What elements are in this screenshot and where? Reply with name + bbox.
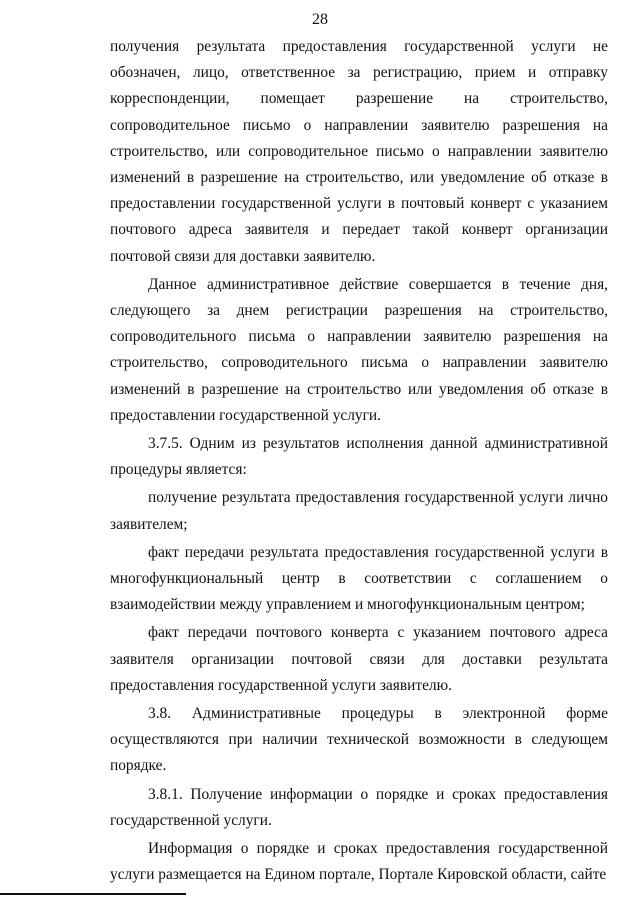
paragraph-timing: Данное административное действие совершается в течение дня, следующего за днем регистрации разрешения на строительство, сопроводительного письма о направлении заявителю разрешения на строительство, сопроводительного письма о направлении заявителю изменений в разрешение на строительство или уведомления об отказе в предоставлении государственной услуги. [110,275,608,424]
paragraph-information: Информация о порядке и сроках предоставления государственной услуги размещается на Едином портале, Портале Кировской области, сайте [110,840,608,884]
paragraph-result-mfc: факт передачи результата предоставления государственной услуги в многофункциональный центр в соответствии с соглашением о взаимодействии между управлением и многофункциональным центром; [110,543,608,614]
paragraph-3-8: 3.8. Административные процедуры в электронной форме осуществляются при наличии технической возможности в следующем порядке. [110,705,608,775]
paragraph-3-7-5: 3.7.5. Одним из результатов исполнения данной административной процедуры является: [110,435,608,479]
paragraph-continuation: получения результата предоставления государственной услуги не обозначен, лицо, ответственное за регистрацию, прием и отправку корреспонденции, помещает разрешение на строительство, сопроводительное письмо о направлении заявителю разрешения на строительство, или сопроводительное письмо о направлении заявителю изменений в разрешение на строительство, или уведомление об отказе в предоставлении государственной услуги в почтовый конверт с указанием почтового адреса заявителя и передает такой конверт организации почтовой связи для доставки заявителю. [110,38,608,265]
paragraph-result-postal: факт передачи почтового конверта с указанием почтового адреса заявителя организации почтовой связи для доставки результата предоставления государственной услуги заявителю. [110,624,608,694]
document-body [110,34,608,889]
paragraph-result-personal: получение результата предоставления государственной услуги лично заявителем; [110,489,608,533]
page-number: 28 [312,11,328,28]
footnote-divider [0,893,186,895]
paragraph-3-8-1: 3.8.1. Получение информации о порядке и сроках предоставления государственной услуги. [110,785,608,829]
